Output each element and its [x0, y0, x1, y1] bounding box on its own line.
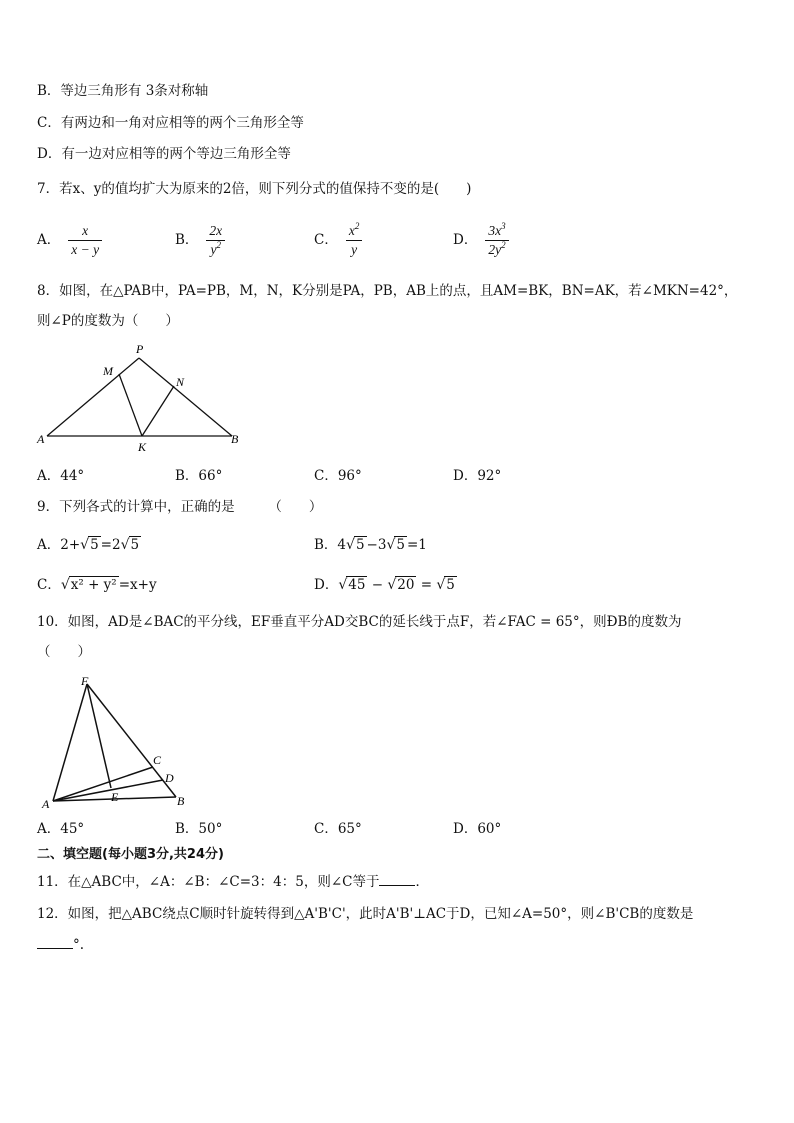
- label-m: M: [103, 364, 113, 378]
- q9-option-a: A．2+√5 =2√5: [37, 537, 140, 553]
- fraction: $\frac{x}{x - y}$: [68, 222, 102, 259]
- radicand: 5: [90, 537, 99, 553]
- fraction: $\frac{3x^3}{2y^2}$: [485, 222, 508, 259]
- radicand: 45: [348, 577, 366, 593]
- q9-stem: 9．下列各式的计算中，正确的是 （ ）: [37, 499, 323, 515]
- label-d: D: [165, 771, 174, 785]
- option-label: B．: [175, 232, 199, 248]
- q6-option-b: B．等边三角形有 3条对称轴: [37, 83, 209, 99]
- label-c: C: [153, 753, 162, 767]
- q7-option-d: [453, 222, 509, 259]
- radicand: 20: [397, 577, 415, 593]
- q10-stem-line1: 10．如图，AD是∠BAC的平分线，EF垂直平分AD交BC的延长线于点F，若∠FAC = 65°，则ÐB的度数为: [37, 614, 682, 630]
- q10-option-c: C．65°: [314, 821, 362, 837]
- q6-option-c: C．有两边和一角对应相等的两个三角形全等: [37, 115, 304, 131]
- q10-triangle-figure: [35, 672, 195, 812]
- label-k: K: [138, 440, 147, 454]
- q9-option-d: D．√45 − √20 = √5: [314, 577, 455, 593]
- q10-stem-line2: （ ）: [37, 644, 91, 660]
- answer-blank: [37, 936, 73, 949]
- q10-option-d: D．60°: [453, 821, 502, 837]
- radicand: 5: [355, 537, 365, 553]
- q9-option-c: C．√x² + y² =x+y: [37, 577, 157, 593]
- label-p: P: [136, 342, 144, 356]
- q8-triangle-figure: [35, 340, 250, 455]
- q6-option-d: D．有一边对应相等的两个等边三角形全等: [37, 146, 291, 162]
- option-label: C．: [314, 232, 338, 248]
- answer-blank: [379, 873, 415, 886]
- q7-option-b: [175, 222, 225, 259]
- label-b: B: [177, 794, 185, 808]
- fraction: $\frac{2x}{y^2}$: [206, 222, 225, 259]
- q8-option-c: C．96°: [314, 468, 362, 484]
- q7-option-a: [37, 222, 102, 259]
- q8-stem-line1: 8．如图，在△PAB中，PA=PB，M，N，K分别是PA，PB，AB上的点，且AM=BK，BN=AK，若∠MKN=42°，: [37, 283, 738, 299]
- q12-stem-line2: °.: [37, 936, 84, 954]
- fraction: $\frac{x^2}{y}$: [346, 222, 363, 259]
- option-label: D．: [453, 232, 478, 248]
- label-b: B: [231, 432, 239, 446]
- q9-option-b: B．4√5 −3√5 =1: [314, 537, 427, 553]
- q8-option-d: D．92°: [453, 468, 502, 484]
- q8-stem-line2: 则∠P的度数为（ ）: [37, 313, 179, 329]
- label-f: F: [81, 674, 89, 688]
- radicand: 5: [130, 537, 140, 553]
- q12-stem-line1: 12．如图，把△ABC绕点C顺时针旋转得到△A'B'C'，此时A'B'⊥AC于D，已知∠A=50°，则∠B'CB的度数是: [37, 906, 694, 922]
- q8-option-a: A．44°: [37, 468, 85, 484]
- radicand: x² + y²: [70, 577, 117, 593]
- q7-stem: 7．若x、y的值均扩大为原来的2倍，则下列分式的值保持不变的是( ): [37, 181, 472, 197]
- label-a: A: [42, 797, 50, 811]
- radicand: 5: [446, 577, 455, 593]
- label-n: N: [176, 375, 185, 389]
- radicand: 5: [396, 537, 405, 553]
- q7-option-c: [314, 222, 362, 259]
- q8-option-b: B．66°: [175, 468, 223, 484]
- option-label: A．: [37, 232, 61, 248]
- q10-option-a: A．45°: [37, 821, 85, 837]
- q11: 11．在△ABC中，∠A：∠B：∠C=3：4：5，则∠C等于 ．: [37, 874, 429, 890]
- q10-option-b: B．50°: [175, 821, 223, 837]
- section-heading-fill-in: 二、填空题(每小题3分,共24分): [37, 847, 224, 862]
- label-a: A: [37, 432, 45, 446]
- label-e: E: [111, 790, 119, 804]
